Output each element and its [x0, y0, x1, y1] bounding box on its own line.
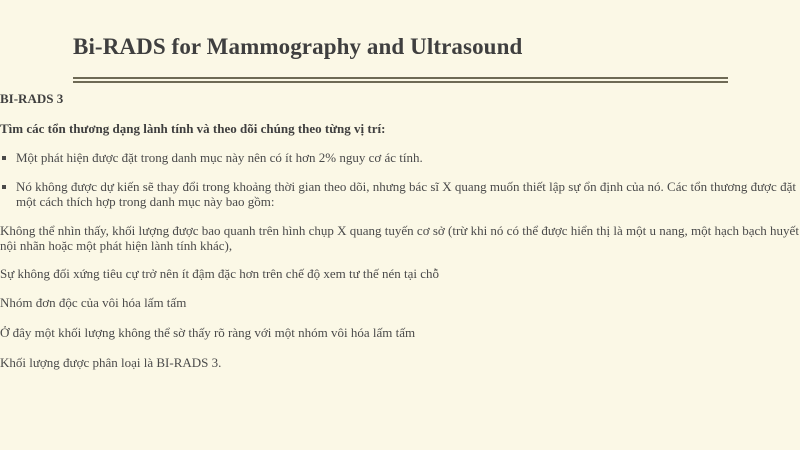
- bullet-square-icon: [2, 185, 6, 189]
- paragraph: Sự không đối xứng tiêu cự trở nên ít đậm đặc hơn trên chế độ xem tư thế nén tại chỗ: [0, 266, 440, 281]
- bullet-square-icon: [2, 156, 6, 160]
- bullet-text: Nó không được dự kiến sẽ thay đổi trong khoảng thời gian theo dõi, nhưng bác sĩ X quang muốn thiết lập sự ổn định của nó. Các tổn thương được đặt một cách thích hợp trong danh mục này bao gồm:: [16, 179, 796, 209]
- paragraph: Nhóm đơn độc của vôi hóa lấm tấm: [0, 295, 187, 310]
- intro-text: Tìm các tổn thương dạng lành tính và theo dõi chúng theo từng vị trí:: [0, 121, 386, 136]
- paragraph: Khối lượng được phân loại là BI-RADS 3.: [0, 355, 222, 370]
- section-label: BI-RADS 3: [0, 91, 64, 106]
- paragraph: Không thể nhìn thấy, khối lượng được bao quanh trên hình chụp X quang tuyến cơ sở (trừ khi nó có thể được hiển thị là một u nang, một hạch bạch huyết nội nhãn hoặc một phát hiện lành tính khác),: [0, 223, 799, 253]
- paragraph: Ở đây một khối lượng không thể sờ thấy rõ ràng với một nhóm vôi hóa lấm tấm: [0, 325, 416, 340]
- page-title: Bi-RADS for Mammography and Ultrasound: [73, 34, 523, 59]
- bullet-text: Một phát hiện được đặt trong danh mục này nên có ít hơn 2% nguy cơ ác tính.: [16, 150, 423, 165]
